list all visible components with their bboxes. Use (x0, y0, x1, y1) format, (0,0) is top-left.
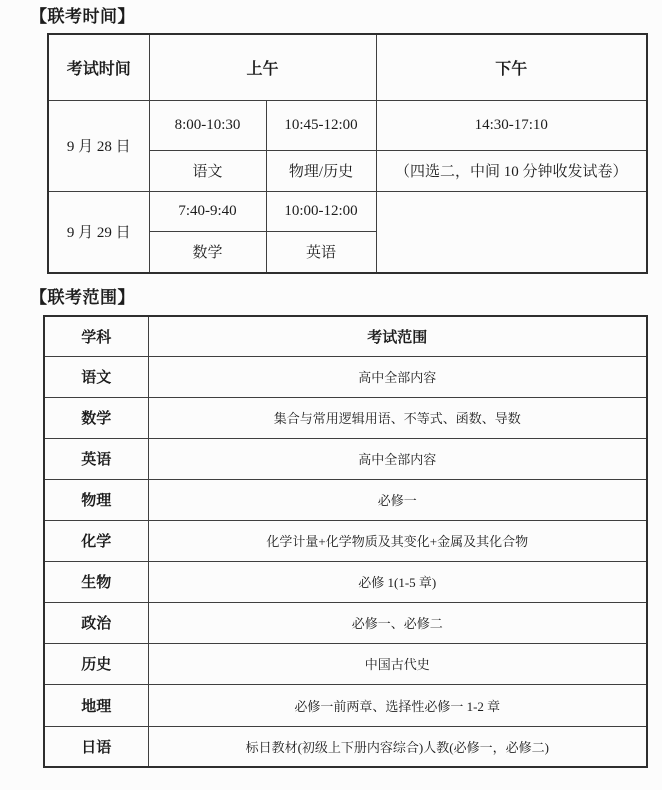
scope-range: 化学计量+化学物质及其变化+金属及其化合物 (148, 520, 647, 561)
scope-subject: 物理 (44, 479, 148, 520)
scope-range: 高中全部内容 (148, 356, 647, 397)
day1-slot2-subject: 物理/历史 (266, 150, 376, 191)
day2-slot1-subject: 数学 (149, 231, 266, 273)
day2-slot2-time: 10:00-12:00 (266, 191, 376, 231)
day1-slot1-subject: 语文 (149, 150, 266, 191)
scope-range: 必修一前两章、选择性必修一 1-2 章 (148, 684, 647, 726)
schedule-header-morning: 上午 (149, 34, 376, 100)
scope-header-range: 考试范围 (148, 316, 647, 356)
scope-subject: 日语 (44, 726, 148, 767)
scope-row-math (44, 397, 647, 438)
scope-subject: 地理 (44, 684, 148, 726)
section-title-exam-scope: 【联考范围】 (30, 288, 135, 307)
scope-range: 必修一 (148, 479, 647, 520)
scope-row-physics (44, 479, 647, 520)
section-title-exam-time: 【联考时间】 (30, 7, 135, 26)
scope-row-chinese (44, 356, 647, 397)
exam-notice-document (0, 7, 662, 768)
scope-row-biology (44, 561, 647, 602)
schedule-header-exam-time: 考试时间 (48, 34, 149, 100)
scope-row-japanese (44, 726, 647, 767)
scope-subject: 语文 (44, 356, 148, 397)
scope-row-chemistry (44, 520, 647, 561)
scope-range: 高中全部内容 (148, 438, 647, 479)
schedule-row-day1-times (48, 100, 647, 150)
scope-header-subject: 学科 (44, 316, 148, 356)
day1-slot2-time: 10:45-12:00 (266, 100, 376, 150)
exam-schedule-table (47, 33, 648, 274)
scope-range: 必修一、必修二 (148, 602, 647, 643)
scope-subject: 化学 (44, 520, 148, 561)
schedule-header-afternoon: 下午 (376, 34, 647, 100)
scope-row-history (44, 643, 647, 684)
scope-range: 中国古代史 (148, 643, 647, 684)
scope-subject: 生物 (44, 561, 148, 602)
scope-subject: 英语 (44, 438, 148, 479)
day2-slot2-subject: 英语 (266, 231, 376, 273)
scope-range: 必修 1(1-5 章) (148, 561, 647, 602)
scope-row-politics (44, 602, 647, 643)
day2-slot1-time: 7:40-9:40 (149, 191, 266, 231)
scope-header-row (44, 316, 647, 356)
day2-afternoon-empty-cell (376, 191, 647, 273)
scope-subject: 历史 (44, 643, 148, 684)
day1-afternoon-note: （四选二，中间 10 分钟收发试卷） (376, 150, 647, 191)
schedule-date-day2: 9 月 29 日 (48, 191, 149, 273)
schedule-header-row (48, 34, 647, 100)
day1-slot1-time: 8:00-10:30 (149, 100, 266, 150)
scope-range: 集合与常用逻辑用语、不等式、函数、导数 (148, 397, 647, 438)
scope-subject: 数学 (44, 397, 148, 438)
scope-row-geography (44, 684, 647, 726)
scope-row-english (44, 438, 647, 479)
scope-subject: 政治 (44, 602, 148, 643)
scope-range: 标日教材(初级上下册内容综合)人教(必修一，必修二) (148, 726, 647, 767)
exam-scope-table (43, 315, 648, 768)
day1-afternoon-time: 14:30-17:10 (376, 100, 647, 150)
schedule-row-day2-times (48, 191, 647, 231)
schedule-date-day1: 9 月 28 日 (48, 100, 149, 191)
